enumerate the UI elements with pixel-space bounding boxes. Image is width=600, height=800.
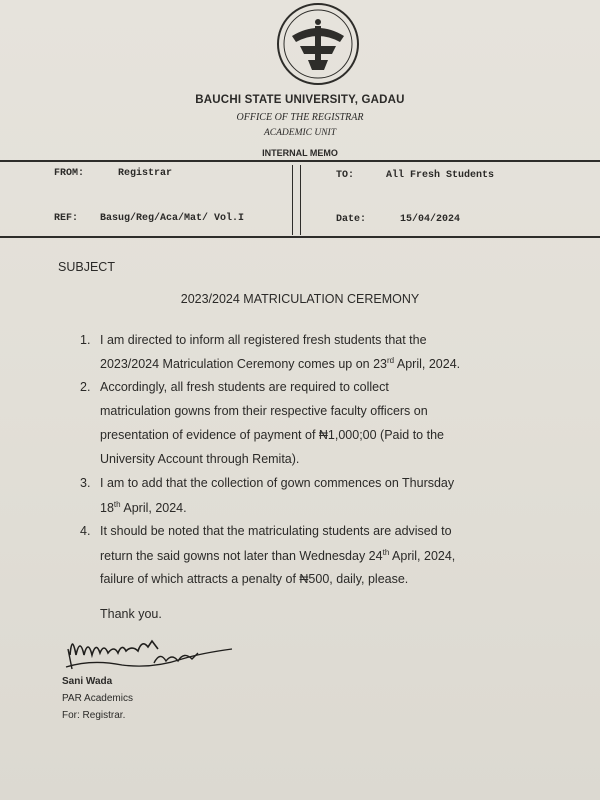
to-value: All Fresh Students xyxy=(386,170,495,181)
item-line: return the said gowns not later than Wednesday 24th April, 2024, xyxy=(100,548,456,564)
department-name: ACADEMIC UNIT xyxy=(263,128,337,138)
handwritten-signature xyxy=(62,625,242,675)
memo-divider-right xyxy=(300,165,301,235)
date-label: Date: xyxy=(336,214,367,225)
item-number: 2. xyxy=(80,380,91,394)
memo-top-rule xyxy=(0,160,600,162)
item-line: Accordingly, all fresh students are required to collect xyxy=(100,380,389,394)
item-line: presentation of evidence of payment of ₦1,000;00 (Paid to the xyxy=(100,428,444,442)
item-line: University Account through Remita). xyxy=(100,452,300,466)
memo-bottom-rule xyxy=(0,236,600,238)
item-number: 4. xyxy=(80,524,91,538)
subject-label: SUBJECT xyxy=(58,260,115,274)
closing-text: Thank you. xyxy=(100,607,162,621)
subject-title: 2023/2024 MATRICULATION CEREMONY xyxy=(180,292,420,306)
item-line: failure of which attracts a penalty of ₦500, daily, please. xyxy=(100,572,409,586)
item-line: matriculation gowns from their respective faculty officers on xyxy=(100,404,428,418)
from-label: FROM: xyxy=(54,168,85,179)
date-value: 15/04/2024 xyxy=(400,214,461,225)
signatory-name: Sani Wada xyxy=(62,676,113,687)
item-line: It should be noted that the matriculating students are advised to xyxy=(100,524,452,538)
university-crest-logo xyxy=(270,2,366,88)
ref-label: REF: xyxy=(54,213,79,224)
memo-type: INTERNAL MEMO xyxy=(262,148,338,158)
university-name: BAUCHI STATE UNIVERSITY, GADAU xyxy=(195,94,405,106)
item-line: I am to add that the collection of gown commences on Thursday xyxy=(100,476,455,490)
item-line: 2023/2024 Matriculation Ceremony comes up on 23rd April, 2024. xyxy=(100,356,461,372)
to-label: TO: xyxy=(336,170,355,181)
from-value: Registrar xyxy=(118,168,173,179)
signatory-title: PAR Academics xyxy=(62,693,133,704)
office-name: OFFICE OF THE REGISTRAR xyxy=(236,112,364,123)
item-number: 3. xyxy=(80,476,91,490)
item-number: 1. xyxy=(80,333,91,347)
item-line: 18th April, 2024. xyxy=(100,500,187,516)
signatory-for: For: Registrar. xyxy=(62,710,126,721)
item-line: I am directed to inform all registered fresh students that the xyxy=(100,333,427,347)
memo-divider-left xyxy=(292,165,293,235)
ref-value: Basug/Reg/Aca/Mat/ Vol.I xyxy=(100,213,245,224)
